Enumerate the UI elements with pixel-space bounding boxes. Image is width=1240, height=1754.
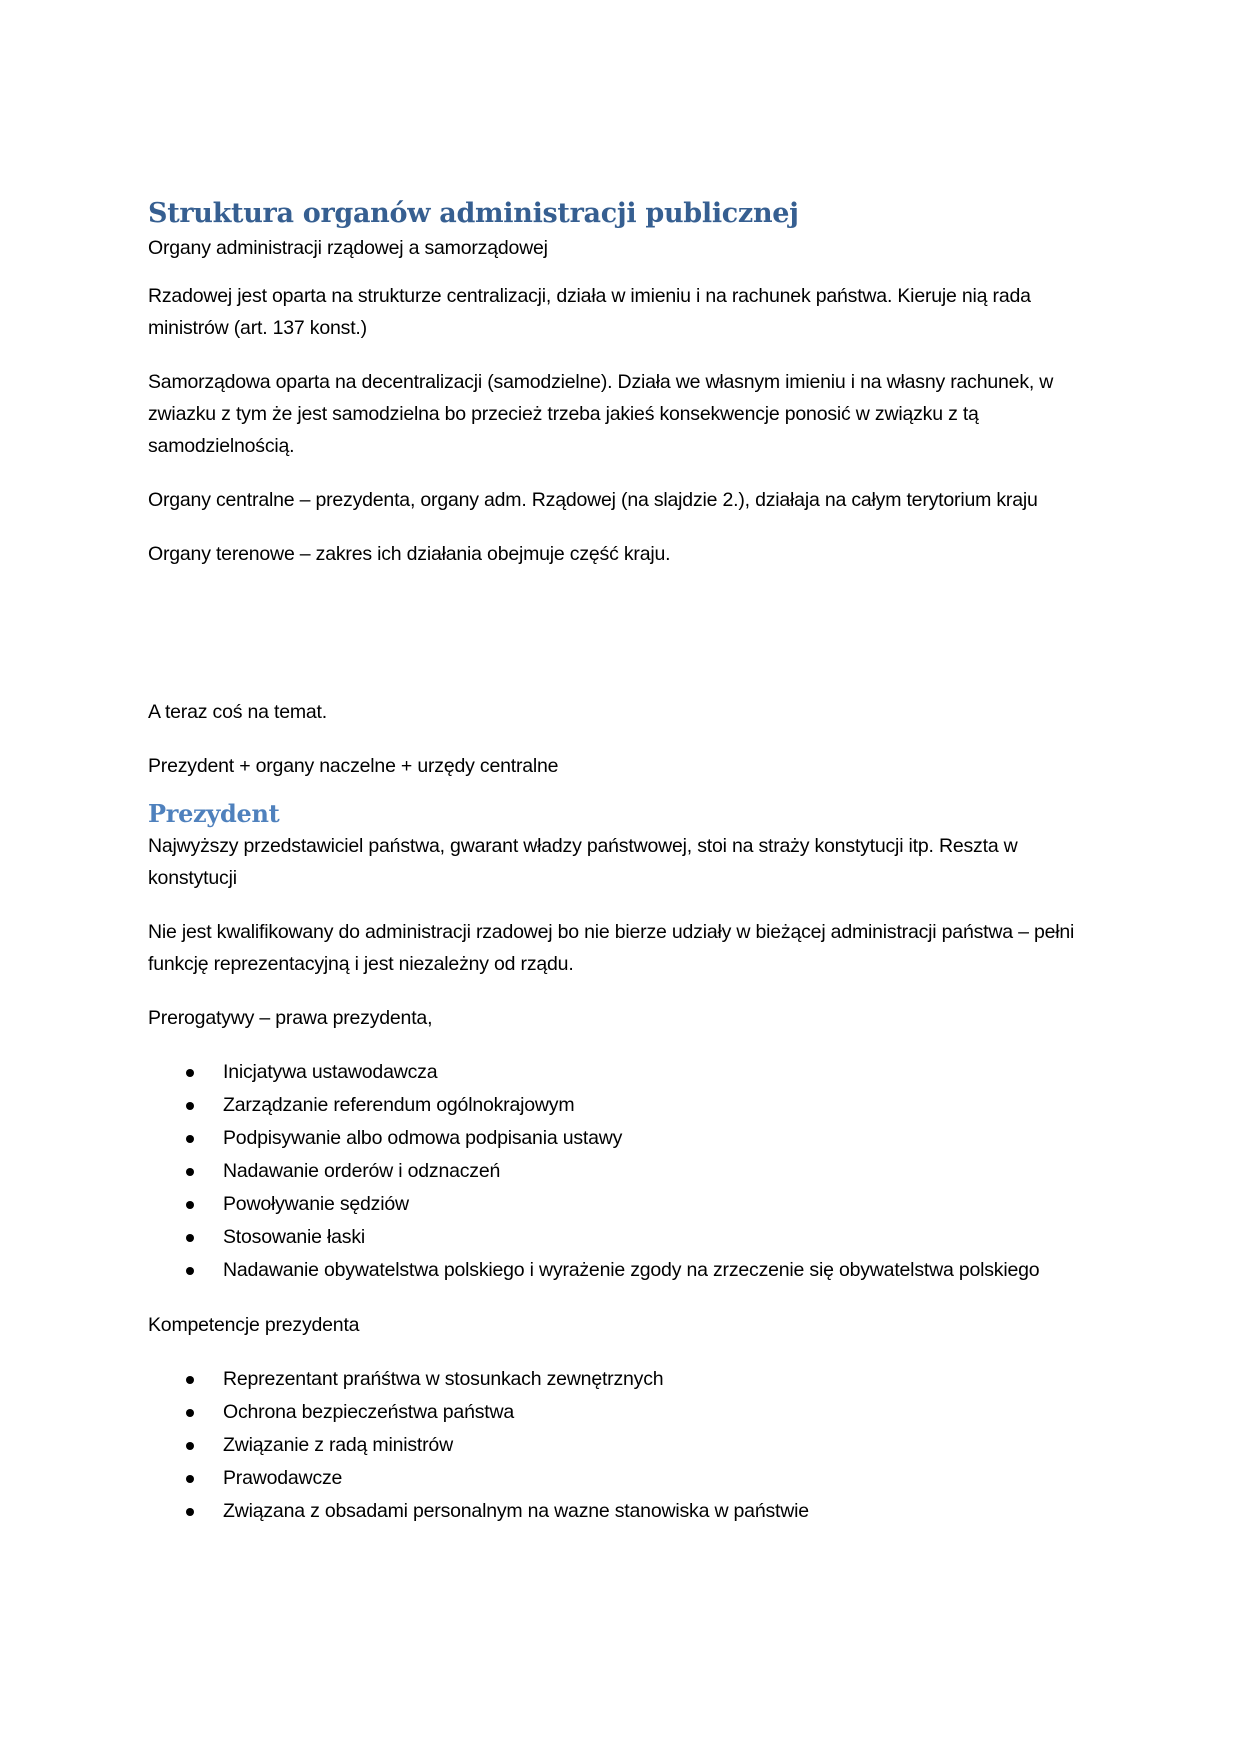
competences-label: Kompetencje prezydenta [148, 1314, 360, 1336]
list-item [148, 1221, 1093, 1254]
document-title: Struktura organów administracji publicznej [148, 198, 799, 229]
prerogatives-list [148, 1056, 1093, 1287]
intro-paragraph-2: Rzadowej jest oparta na strukturze centralizacji, działa w imieniu i na rachunek państwa. Kieruje nią rada ministrów (art. 137 konst.) [148, 285, 1031, 339]
list-item-text: Stosowanie łaski [223, 1226, 366, 1248]
bullet-icon [186, 1102, 194, 1110]
gap-paragraph-1: A teraz coś na temat. [148, 701, 327, 723]
list-item [148, 1188, 1093, 1221]
intro-paragraph-1: Organy administracji rządowej a samorządowej [148, 237, 548, 259]
list-item [148, 1363, 1093, 1396]
list-item-text: Podpisywanie albo odmowa podpisania ustawy [223, 1127, 623, 1149]
bullet-icon [186, 1267, 194, 1275]
list-item-text: Powoływanie sędziów [223, 1193, 409, 1215]
intro-paragraph-4: Organy centralne – prezydenta, organy adm. Rządowej (na slajdzie 2.), działaja na całym terytorium kraju [148, 489, 1038, 511]
document-page [148, 196, 1093, 1550]
list-item [148, 1254, 1093, 1287]
section-heading-prezydent: Prezydent [148, 799, 280, 828]
gap-paragraph-2: Prezydent + organy naczelne + urzędy centralne [148, 755, 559, 777]
list-item-text: Ochrona bezpieczeństwa państwa [223, 1401, 515, 1423]
list-item-text: Prawodawcze [223, 1467, 343, 1489]
list-item [148, 1155, 1093, 1188]
list-item [148, 1122, 1093, 1155]
list-item [148, 1462, 1093, 1495]
list-item-text: Zarządzanie referendum ogólnokrajowym [223, 1094, 575, 1116]
bullet-icon [186, 1168, 194, 1176]
intro-paragraph-3: Samorządowa oparta na decentralizacji (samodzielne). Działa we własnym imieniu i na własny rachunek, w zwiazku z tym że jest samodzielna bo przecież trzeba jakieś konsekwencje ponosić w związku z tą samodzielnością. [148, 371, 1054, 457]
intro-paragraph-5: Organy terenowe – zakres ich działania obejmuje część kraju. [148, 543, 671, 565]
bullet-icon [186, 1069, 194, 1077]
bullet-icon [186, 1201, 194, 1209]
list-item-text: Nadawanie obywatelstwa polskiego i wyrażenie zgody na zrzeczenie się obywatelstwa polskiego [223, 1259, 1040, 1281]
bullet-icon [186, 1376, 194, 1384]
list-item-text: Reprezentant prańśtwa w stosunkach zewnętrznych [223, 1368, 664, 1390]
section-paragraph-3: Prerogatywy – prawa prezydenta, [148, 1007, 433, 1029]
list-item-text: Inicjatywa ustawodawcza [223, 1061, 438, 1083]
list-item [148, 1495, 1093, 1528]
list-item-text: Związana z obsadami personalnym na wazne stanowiska w państwie [223, 1500, 809, 1522]
bullet-icon [186, 1135, 194, 1143]
bullet-icon [186, 1475, 194, 1483]
bullet-icon [186, 1508, 194, 1516]
section-paragraph-1: Najwyższy przedstawiciel państwa, gwarant władzy państwowej, stoi na straży konstytucji itp. Reszta w konstytucji [148, 835, 1018, 889]
list-item [148, 1089, 1093, 1122]
blank-gap [148, 592, 1093, 696]
bullet-icon [186, 1442, 194, 1450]
list-item [148, 1396, 1093, 1429]
section-paragraph-2: Nie jest kwalifikowany do administracji rzadowej bo nie bierze udziały w bieżącej administracji państwa – pełni funkcję reprezentacyjną i jest niezależny od rządu. [148, 921, 1075, 975]
list-item-text: Związanie z radą ministrów [223, 1434, 453, 1456]
bullet-icon [186, 1234, 194, 1242]
list-item [148, 1056, 1093, 1089]
list-item [148, 1429, 1093, 1462]
competences-list [148, 1363, 1093, 1528]
list-item-text: Nadawanie orderów i odznaczeń [223, 1160, 501, 1182]
bullet-icon [186, 1409, 194, 1417]
